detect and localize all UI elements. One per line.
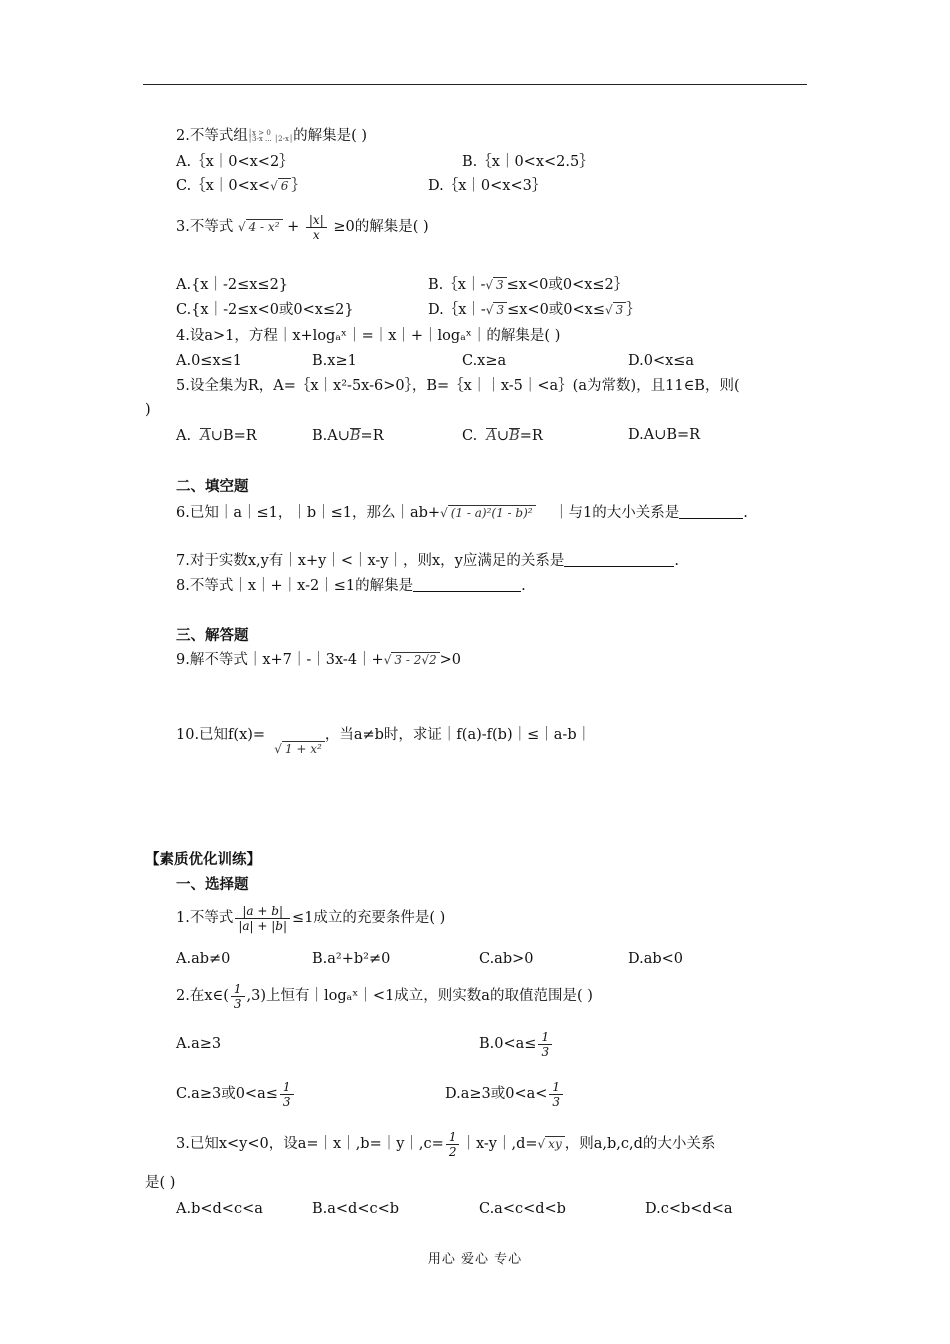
q10-radical: √ 1 + x² — [274, 740, 325, 758]
b-q3-radical: √ xy — [538, 1124, 565, 1164]
q2-option-b: B.｛x｜0<x<2.5｝ — [462, 154, 594, 170]
q2-stem: 2.不等式组│x > 0 │3-x ... │2-x│的解集是( ) — [176, 128, 368, 144]
section-solve-heading: 三、解答题 — [176, 628, 249, 644]
b-q3-option-d: D.c<b<d<a — [645, 1201, 733, 1217]
b-q3-fraction: $\frac{1}{2}$ — [446, 1130, 460, 1159]
q5-stem: 5.设全集为R，A=｛x｜x²-5x-6>0｝，B=｛x｜｜x-5｜<a｝(a为常数)，且11∈B，则( — [176, 378, 740, 394]
section-fill-in-heading: 二、填空题 — [176, 479, 249, 495]
q4-option-a: A.0≤x≤1 — [176, 353, 243, 369]
q3-stem: 3.不等式 √ 4 - x² + $\frac{|x|}{x}$ ≥0的解集是( ) — [176, 212, 429, 242]
b-q2-option-a: A.a≥3 — [176, 1036, 222, 1052]
b-q3-stem-wrap: 是( ) — [145, 1175, 176, 1191]
q5-option-d: D.A∪B=R — [628, 427, 701, 443]
b-q1-fraction: $\frac{|a + b|}{|a| + |b|}$ — [235, 904, 290, 933]
page-footer: 用心 爱心 专心 — [427, 1252, 523, 1267]
sqrt-6: √ 6 — [270, 177, 291, 195]
sqrt-3: √ 3 — [485, 276, 506, 294]
b-q2-stem: 2.在x∈( $\frac{1}{3}$ ,3)上恒有｜logₐˣ｜<1成立，则实数a的取值范围是( ) — [176, 981, 593, 1011]
b-q1-option-d: D.ab<0 — [628, 951, 684, 967]
q9-stem: 9.解不等式｜x+7｜-｜3x-4｜+√ 3 - 2√2 >0 — [176, 652, 461, 668]
b-q2-fraction: $\frac{1}{3}$ — [231, 982, 245, 1011]
q9-radical: √ 3 - 2√2 — [384, 651, 440, 669]
q3-fraction: $\frac{|x|}{x}$ — [306, 213, 327, 242]
q8-answer-blank[interactable] — [413, 577, 521, 592]
fraction-one-third: $\frac{1}{3}$ — [280, 1080, 294, 1109]
q5-option-b: B.A∪B=R — [312, 428, 384, 444]
b-q3-option-a: A.b<d<c<a — [176, 1201, 263, 1217]
q4-option-b: B.x≥1 — [312, 353, 357, 369]
q4-option-d: D.0<x≤a — [628, 353, 695, 369]
section-choice-heading: 一、选择题 — [176, 877, 249, 893]
training-title: 【素质优化训练】 — [145, 852, 261, 868]
q2-option-a: A.｛x｜0<x<2｝ — [176, 154, 294, 170]
q6-stem: 6.已知｜a｜≤1，｜b｜≤1，那么｜ab+√ (1 - a)²(1 - b)² ｜与1的大小关系是 . — [176, 502, 748, 524]
sqrt-3: √ 3 — [486, 301, 507, 319]
q3-radical: √ 4 - x² — [238, 212, 283, 242]
b-q1-option-c: C.ab>0 — [479, 951, 534, 967]
q5-stem-wrap: ) — [145, 402, 151, 418]
q5-option-c: C. A∪B=R — [462, 428, 543, 444]
q7-stem: 7.对于实数x,y有｜x+y｜<｜x-y｜，则x，y应满足的关系是 . — [176, 553, 679, 569]
q7-answer-blank[interactable] — [564, 552, 674, 567]
q6-answer-blank[interactable] — [679, 504, 743, 519]
b-q2-option-c: C.a≥3或0<a≤ $\frac{1}{3}$ — [176, 1074, 296, 1114]
header-rule — [143, 84, 807, 85]
b-q1-stem: 1.不等式 $\frac{|a + b|}{|a| + |b|}$ ≤1成立的充要条件是( ) — [176, 903, 446, 933]
fraction-one-third: $\frac{1}{3}$ — [549, 1080, 563, 1109]
sqrt-3: √ 3 — [605, 301, 626, 319]
q3-option-c: C.{x｜-2≤x<0或0<x≤2} — [176, 302, 354, 318]
q6-radical: √ (1 - a)²(1 - b)² — [440, 502, 535, 524]
q10-stem: 10.已知f(x)= √ 1 + x²，当a≠b时，求证｜f(a)-f(b)｜≤｜a-b｜ — [176, 727, 592, 756]
q3-option-b: B.｛x｜-√ 3 ≤x<0或0<x≤2｝ — [428, 277, 629, 293]
q3-option-d: D.｛x｜-√ 3 ≤x<0或0<x≤√ 3 ｝ — [428, 302, 641, 318]
q2-option-c: C.｛x｜0<x<√ 6 ｝ — [176, 178, 306, 194]
q8-stem: 8.不等式｜x｜+｜x-2｜≤1的解集是 . — [176, 578, 526, 594]
q2-inequality-system: │x > 0 │3-x ... │2-x│ — [247, 129, 294, 143]
q4-option-c: C.x≥a — [462, 353, 507, 369]
q3-option-a: A.{x｜-2≤x≤2} — [176, 277, 289, 293]
q5-option-a: A. A∪B=R — [176, 428, 257, 444]
b-q1-option-a: A.ab≠0 — [176, 951, 231, 967]
b-q3-option-c: C.a<c<d<b — [479, 1201, 566, 1217]
fraction-one-third: $\frac{1}{3}$ — [538, 1030, 552, 1059]
b-q2-option-b: B.0<a≤ $\frac{1}{3}$ — [479, 1024, 554, 1064]
b-q3-option-b: B.a<d<c<b — [312, 1201, 400, 1217]
q4-stem: 4.设a>1，方程｜x+logₐˣ｜=｜x｜+｜logₐˣ｜的解集是( ) — [176, 328, 561, 344]
b-q1-option-b: B.a²+b²≠0 — [312, 951, 391, 967]
b-q2-option-d: D.a≥3或0<a< $\frac{1}{3}$ — [445, 1074, 565, 1114]
q2-option-d: D.｛x｜0<x<3｝ — [428, 178, 547, 194]
b-q3-stem: 3.已知x<y<0，设a=｜x｜,b=｜y｜,c= $\frac{1}{2}$ ｜x-y｜,d=√ xy ，则a,b,c,d的大小关系 — [176, 1124, 715, 1164]
